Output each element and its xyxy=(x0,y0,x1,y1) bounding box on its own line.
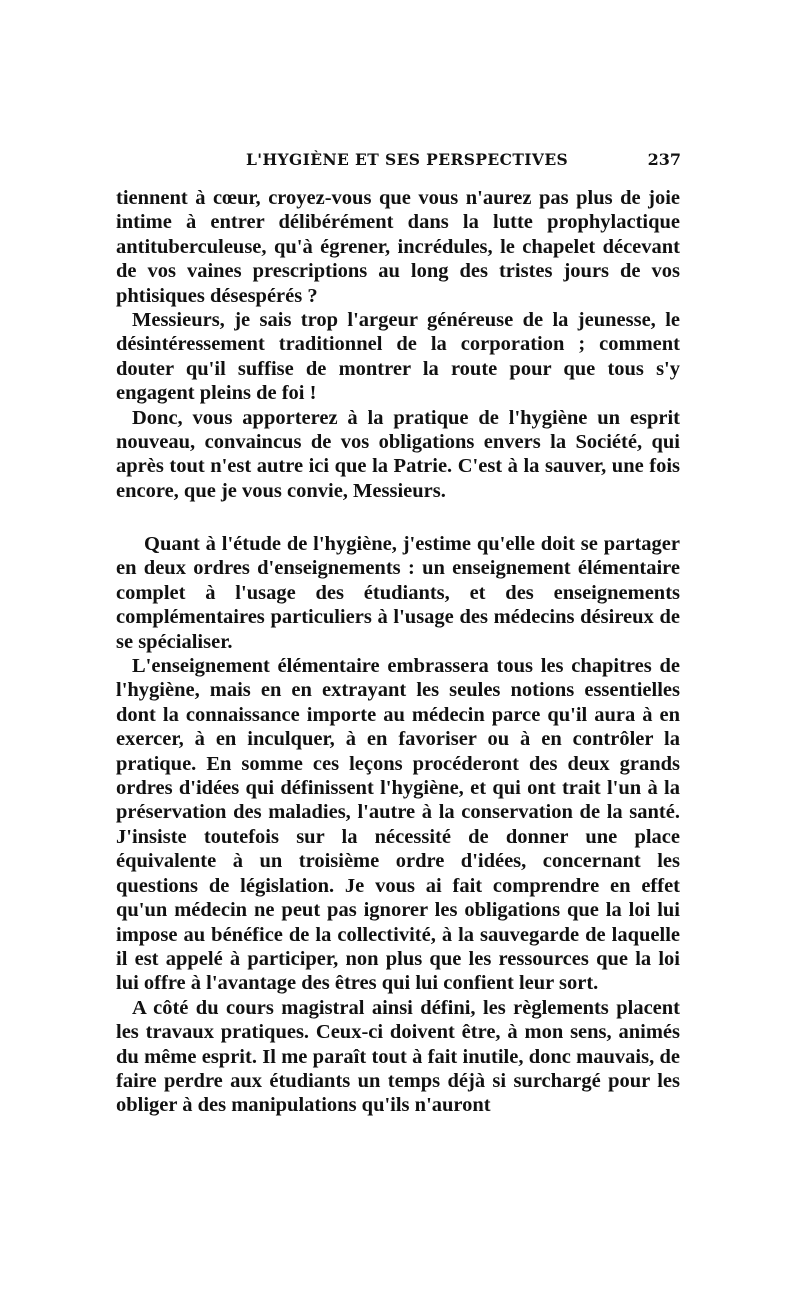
page-number: 237 xyxy=(647,150,681,169)
running-head xyxy=(116,150,681,176)
paragraph: tiennent à cœur, croyez-vous que vous n'aurez pas plus de joie intime à entrer délibérément dans la lutte prophylactique antituberculeuse, qu'à égrener, incrédules, le chapelet décevant de vos vaines prescriptions au long des tristes jours de vos phtisiques désespérés ? xyxy=(116,187,680,307)
running-title: L'HYGIÈNE ET SES PERSPECTIVES xyxy=(246,150,569,169)
text-block-section-2 xyxy=(116,532,680,1118)
text-block-section-1 xyxy=(116,186,680,503)
paragraph: Quant à l'étude de l'hygiène, j'estime qu'elle doit se partager en deux ordres d'enseignements : un enseignement élémentaire complet à l'usage des étudiants, et des enseignements complémentaires particuliers à l'usage des médecins désireux de se spécialiser. xyxy=(116,533,680,653)
paragraph: Messieurs, je sais trop l'argeur généreuse de la jeunesse, le désintéressement traditionnel de la corporation ; comment douter qu'il suffise de montrer la route pour que tous s'y engagent pleins de foi ! xyxy=(116,309,680,405)
paragraph: Donc, vous apporterez à la pratique de l'hygiène un esprit nouveau, convaincus de vos obligations envers la Société, qui après tout n'est autre ici que la Patrie. C'est à la sauver, une fois encore, que je vous convie, Messieurs. xyxy=(116,406,680,502)
paragraph: A côté du cours magistral ainsi défini, les règlements placent les travaux pratiques. Ceux-ci doivent être, à mon sens, animés du même esprit. Il me paraît tout à fait inutile, donc mauvais, de faire perdre aux étudiants un temps déjà si surchargé pour les obliger à des manipulations qu'ils n'auront xyxy=(116,996,680,1117)
paragraph: L'enseignement élémentaire embrassera tous les chapitres de l'hygiène, mais en en extrayant les seules notions essentielles dont la connaissance importe au médecin parce qu'il aura à en exercer, à en inculquer, à en favoriser ou à en contrôler la pratique. En somme ces leçons procéderont des deux grands ordres d'idées qui définissent l'hygiène, et qui ont trait l'un à la préservation des maladies, l'autre à la conservation de la santé. J'insiste toutefois sur la nécessité de donner une place équivalente à un troisième ordre d'idées, concernant les questions de législation. Je vous ai fait comprendre en effet qu'un médecin ne peut pas ignorer les obligations que la loi lui impose au bénéfice de la collectivité, à la sauvegarde de laquelle il est appelé à participer, non plus que les ressources que la loi lui offre à l'avantage des êtres qui lui confient leur sort. xyxy=(116,655,680,995)
